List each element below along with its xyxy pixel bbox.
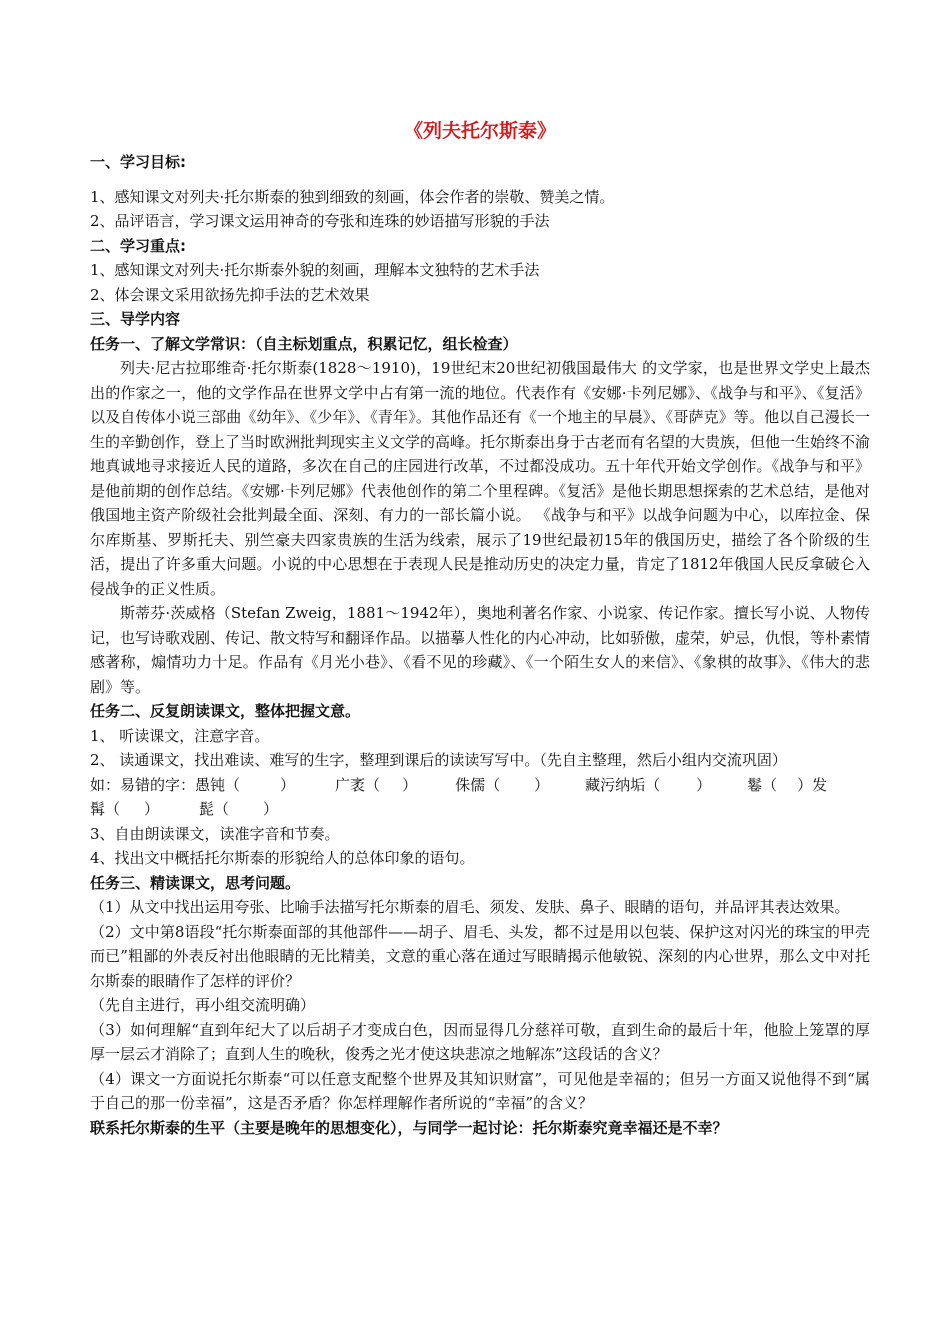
vocab-word: 鬈（ <box>747 775 778 794</box>
zweig-bio-paragraph: 斯蒂芬·茨威格（Stefan Zweig，1881～1942年），奥地利著名作家、小说家、传记作家。擅长写小说、人物传记，也写诗歌戏剧、传记、散文特写和翻译作品。以描摹人性化的内心冲动，比如骄傲，虚荣，妒忌，仇恨，等朴素情感著称，煽情功力十足。作品有《月光小巷》、《看不见的珍藏》、《一个陌生女人的来信》、《象棋的故事》、《伟大的悲剧》等。 <box>90 604 871 696</box>
vocab-word: 髭（ <box>199 800 230 818</box>
section-3-heading: 三、导学内容 <box>90 310 181 328</box>
goal-item-1: 1、感知课文对列夫·托尔斯泰的独到细致的刻画，体会作者的崇敬、赞美之情。 <box>90 187 615 206</box>
section-2-heading: 二、学习重点: <box>90 236 186 255</box>
vocab-word: 侏儒（ <box>455 775 501 794</box>
vocab-word: ）发 <box>797 775 828 794</box>
vocab-prefix: 如：易错的字： <box>90 775 196 794</box>
focus-item-2: 2、体会课文采用欲扬先抑手法的艺术效果 <box>90 285 370 304</box>
vocab-word: ） <box>144 800 160 818</box>
vocab-word: ） <box>534 775 550 794</box>
task-1-heading: 任务一、了解文学常识：（自主标划重点，积累记忆，组长检查） <box>90 334 518 353</box>
worksheet-page <box>90 118 870 1140</box>
section-1-heading: 一、学习目标: <box>90 153 186 171</box>
task-3-heading: 任务三、精读课文，思考问题。 <box>90 873 301 892</box>
page-title: 《列夫托尔斯泰》 <box>403 120 556 142</box>
task-2-item-2: 2、 读通课文，找出难读、难写的生字，整理到课后的读读写写中。（先自主整理，然后小组内交流巩固） <box>90 751 787 769</box>
vocab-word: 髯（ <box>90 800 121 818</box>
vocab-word: ） <box>696 775 712 794</box>
goal-item-2: 2、品评语言，学习课文运用神奇的夸张和连珠的妙语描写形貌的手法 <box>90 212 550 230</box>
question-2: （2）文中第8语段“托尔斯泰面部的其他部件——胡子、眉毛、头发，都不过是用以包装、保护这对闪光的珠宝的甲壳而已”粗鄙的外表反衬出他眼睛的无比精美，文意的重心落在通过写眼睛揭示他敏锐、深刻的内心世界，那么文中对托尔斯泰的眼睛作了怎样的评价？ <box>90 922 870 990</box>
vocab-word: 愚钝（ <box>195 775 241 794</box>
vocab-word: ） <box>402 775 418 794</box>
vocab-line-2 <box>90 797 870 822</box>
task-2-heading: 任务二、反复朗读课文，整体把握文意。 <box>90 702 361 720</box>
spacer <box>90 175 870 185</box>
question-1: （1）从文中找出运用夸张、比喻手法描写托尔斯泰的眉毛、须发、发肤、鼻子、眼睛的语句，并品评其表达效果。 <box>90 898 850 916</box>
question-3: （3）如何理解“直到年纪大了以后胡子才变成白色，因而显得几分慈祥可敬，直到生命的最后十年，他脸上笼罩的厚厚一层云才消除了；直到人生的晚秋，俊秀之光才使这块悲凉之地解冻”这段话的含义？ <box>90 1020 870 1063</box>
task-2-item-4: 4、找出文中概括托尔斯泰的形貌给人的总体印象的语句。 <box>90 849 475 867</box>
vocab-line-1 <box>90 773 870 798</box>
question-2-note: （先自主进行，再小组交流明确） <box>90 996 316 1014</box>
vocab-word: ） <box>263 800 279 818</box>
task-2-item-3: 3、自由朗读课文，读准字音和节奏。 <box>90 824 340 843</box>
tolstoy-bio-paragraph: 列夫·尼古拉耶维奇·托尔斯泰(1828～1910)，19世纪末20世纪初俄国最伟大 的文学家，也是世界文学史上最杰出的作家之一，他的文学作品在世界文学中占有第一流的地位。代表作有《安娜·卡列尼娜》、《战争与和平》、《复活》以及自传体小说三部曲《幼年》、《少年》、《青年》。其他作品还有《一个地主的早晨》、《哥萨克》等。他以自己漫长一生的辛勤创作，登上了当时欧洲批判现实主义文学的高峰。托尔斯泰出身于古老而有名望的大贵族，但他一生始终不渝地真诚地寻求接近人民的道路，多次在自己的庄园进行改革，不过都没成功。五十年代开始文学创作。《战争与和平》是他前期的创作总结。《安娜·卡列尼娜》代表他创作的第二个里程碑。《复活》是他长期思想探索的艺术总结，是他对俄国地主资产阶级社会批判最全面、深刻、有力的一部长篇小说。 《战争与和平》以战争问题为中心，以库拉金、保尔库斯基、罗斯托夫、别竺豪夫四家贵族的生活为线索，展示了19世纪最初15年的俄国历史，描绘了各个阶级的生活，提出了许多重大问题。小说的中心思想在于表现人民是推动历史的决定力量，肯定了1812年俄国人民反拿破仑入侵战争的正义性质。 <box>90 359 871 598</box>
vocab-word: ） <box>280 775 296 794</box>
discussion-prompt: 联系托尔斯泰的生平（主要是晚年的思想变化），与同学一起讨论：托尔斯泰究竟幸福还是不幸？ <box>90 1118 728 1137</box>
task-2-item-1: 1、 听读课文，注意字音。 <box>90 726 270 745</box>
question-4: （4）课文一方面说托尔斯泰“可以任意支配整个世界及其知识财富”，可见他是幸福的；但另一方面又说他得不到“属于自己的那一份幸福”，这是否矛盾？你怎样理解作者所说的“幸福”的含义？ <box>90 1069 870 1112</box>
vocab-word: 广袤（ <box>335 775 381 794</box>
focus-item-1: 1、感知课文对列夫·托尔斯泰外貌的刻画，理解本文独特的艺术手法 <box>90 261 540 279</box>
vocab-word: 藏污纳垢（ <box>585 775 661 794</box>
